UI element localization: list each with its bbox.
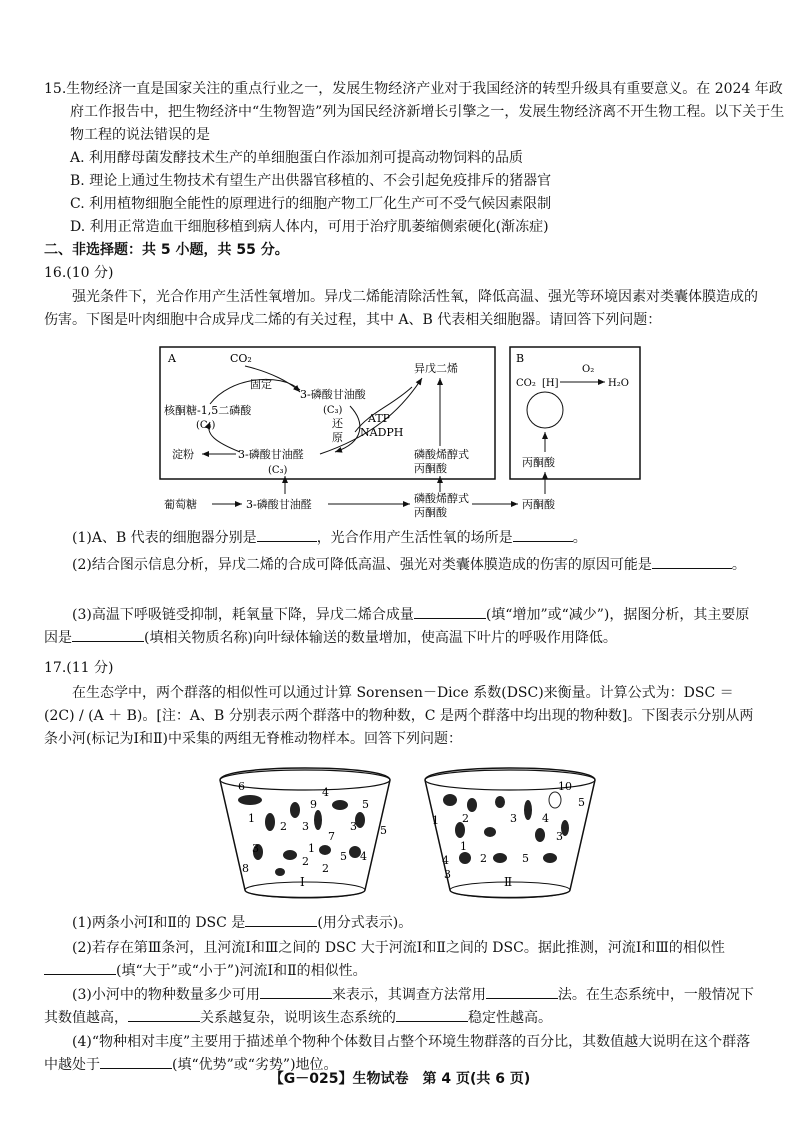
q16-sub2-text-a: (2)结合图示信息分析，异戊二烯的合成可降低高温、强光对类囊体膜造成的伤害的原因可能是 — [72, 557, 652, 573]
bucket-1-species-number: 3 — [302, 820, 309, 833]
label-a: A — [168, 352, 176, 365]
q16-sub1 — [44, 527, 760, 550]
animal-icon — [332, 800, 348, 810]
bucket-2-species-number: 1 — [460, 840, 467, 853]
animal-icon — [275, 868, 285, 876]
bucket-2-species-number: 2 — [480, 852, 487, 865]
q15-option-d: D. 利用正常造血干细胞移植到病人体内，可用于治疗肌萎缩侧索硬化(渐冻症) — [70, 219, 549, 235]
q17-buckets-figure — [210, 760, 610, 910]
g3p-c3-label: (C₃) — [268, 465, 288, 476]
q17-sub1-text-a: (1)两条小河Ⅰ和Ⅱ的 DSC 是 — [72, 915, 246, 931]
q16-sub2 — [44, 554, 760, 577]
q17-sub3-text-d: 关系越复杂，说明该生态系统的 — [200, 1010, 396, 1026]
bucket-1 — [220, 768, 390, 898]
q16-intro: 强光条件下，光合作用产生活性氧增加。异戊二烯能清除活性氧，降低高温、强光等环境因素对类囊体膜造成的伤害。下图是叶肉细胞中合成异戊二烯的有关过程，其中 A、B 代表相关细胞器。请回答下列问题： — [44, 289, 758, 328]
g3p-cytoplasm-label: 3-磷酸甘油醛 — [246, 498, 312, 511]
animal-icon — [493, 853, 507, 863]
nadph-label: NADPH — [360, 426, 404, 439]
animal-icon — [238, 795, 262, 805]
q16-sub3-blank-1[interactable] — [414, 604, 486, 619]
bucket-1-species-number: 6 — [238, 780, 245, 793]
q17-sub3-blank-3[interactable] — [128, 1007, 200, 1022]
pyruvate-cytoplasm-label: 丙酮酸 — [522, 498, 555, 511]
animal-icon — [549, 792, 561, 808]
q16-sub3 — [44, 604, 760, 650]
isoprene-label: 异戊二烯 — [414, 362, 458, 375]
co2-label: CO₂ — [230, 352, 252, 365]
bucket-1-species-number: 2 — [302, 855, 309, 868]
q17-sub3-blank-1[interactable] — [260, 984, 332, 999]
q15-option-b: B. 理论上通过生物技术有望生产出供器官移植的、不会引起免疫排斥的猪器官 — [70, 173, 552, 189]
bucket-2-species-number: 10 — [558, 780, 572, 793]
q15-option-c: C. 利用植物细胞全能性的原理进行的细胞产物工厂化生产可不受气候因素限制 — [70, 196, 552, 212]
q16-sub3-text-c: (填相关物质名称)向叶绿体输送的数量增加，使高温下叶片的呼吸作用降低。 — [144, 630, 617, 646]
bucket-numbers — [238, 780, 585, 881]
label-b: B — [516, 352, 525, 365]
animal-icon — [495, 796, 505, 808]
animal-icon — [283, 850, 297, 860]
q17-sub1-text-b: (用分式表示)。 — [317, 915, 413, 931]
starch-label: 淀粉 — [172, 448, 194, 461]
pep-label-1: 磷酸烯醇式 — [414, 448, 469, 461]
bucket-2-species-number: 2 — [462, 812, 469, 825]
animal-icon — [443, 794, 457, 806]
animal-icon — [467, 798, 477, 812]
b-h2o-label: H₂O — [608, 378, 629, 389]
bucket-1-species-number: 2 — [280, 820, 287, 833]
fixation-label: 固定 — [250, 378, 272, 391]
pep-cytoplasm-label-1: 磷酸烯醇式 — [414, 492, 469, 505]
reduction-label-1: 还 — [332, 417, 343, 430]
bucket-1-species-number: 1 — [308, 842, 315, 855]
q16-sub1-text-a: (1)A、B 代表的细胞器分别是 — [72, 530, 257, 546]
b-co2-label: CO₂ — [516, 378, 536, 389]
q17-sub4-blank[interactable] — [100, 1054, 172, 1069]
pga-c3-label: (C₃) — [323, 405, 343, 416]
q17-sub3-blank-4[interactable] — [396, 1007, 468, 1022]
q17-number: 17.(11 分) — [44, 660, 114, 676]
q17-sub2-blank[interactable] — [44, 960, 116, 975]
q16-sub2-blank[interactable] — [652, 554, 732, 569]
q17-sub4-text-b: (填“优势”或“劣势”)地位。 — [172, 1057, 338, 1073]
bucket-1-species-number: 7 — [328, 830, 335, 843]
bucket-1-rim — [220, 770, 390, 790]
pep-cytoplasm-label-2: 丙酮酸 — [414, 506, 447, 519]
pga-label: 3-磷酸甘油酸 — [300, 388, 366, 401]
q17-sub4-text-a: (4)“物种相对丰度”主要用于描述单个物种个体数目占整个环境生物群落的百分比，其数值越大说明在这个群落中越处于 — [44, 1034, 751, 1073]
bucket-2-animals — [443, 792, 569, 864]
b-h-label: [H] — [542, 378, 559, 389]
q15-option-a: A. 利用酵母菌发酵技术生产的单细胞蛋白作添加剂可提高动物饲料的品质 — [70, 150, 524, 166]
g3p-label: 3-磷酸甘油醛 — [238, 448, 304, 461]
q17-sub1-blank[interactable] — [245, 912, 317, 927]
bucket-1-species-number: 3 — [252, 842, 259, 855]
bucket-1-species-number: 4 — [322, 786, 329, 799]
animal-icon — [265, 813, 275, 831]
q16-sub3-text-b: (填“增加”或“减少”)，据图分析，其主要原因是 — [44, 607, 750, 646]
rubp-label: 核酮糖-1,5二磷酸 — [164, 404, 252, 417]
q17-sub3 — [44, 984, 760, 1030]
tca-cycle-circle — [527, 392, 563, 428]
bucket-1-label: Ⅰ — [300, 875, 305, 889]
bucket-2-species-number: 4 — [542, 812, 549, 825]
q17-sub2-text-a: (2)若存在第Ⅲ条河，且河流Ⅰ和Ⅲ之间的 DSC 大于河流Ⅰ和Ⅱ之间的 DSC。据此推测，河流Ⅰ和Ⅲ的相似性 — [72, 940, 725, 956]
atp-label: ATP — [368, 412, 391, 425]
q17-intro: 在生态学中，两个群落的相似性可以通过计算 Sorensen－Dice 系数(DSC)来衡量。计算公式为：DSC ＝ (2C) / (A ＋ B)。[注：A、B 分别表示两个群落中的物种数，C 是两个群落中均出现的物种数]。下图表示分别从两条小河(标记为Ⅰ和Ⅱ)中采集的两组无脊椎动物样本。回答下列问题： — [44, 685, 754, 747]
bucket-1-species-number: 8 — [242, 862, 249, 875]
q17-sub3-text-b: 来表示，其调查方法常用 — [331, 987, 486, 1003]
bucket-1-base — [245, 882, 365, 898]
bucket-2-species-number: 3 — [510, 812, 517, 825]
bucket-2-species-number: 4 — [442, 854, 449, 867]
bucket-1-species-number: 2 — [322, 862, 329, 875]
bucket-2-species-number: 3 — [556, 830, 563, 843]
animal-icon — [459, 852, 471, 864]
q17-sub3-text-a: (3)小河中的物种数量多少可用 — [72, 987, 260, 1003]
animal-icon — [524, 800, 532, 820]
q16-sub1-blank-2[interactable] — [513, 527, 573, 542]
pep-label-2: 丙酮酸 — [414, 462, 447, 475]
bucket-2-label: Ⅱ — [504, 875, 513, 889]
q15-stem: 15.生物经济一直是国家关注的重点行业之一，发展生物经济产业对于我国经济的转型升级具有重要意义。在 2024 年政府工作报告中，把生物经济中“生物智造”列为国民经济新增长引擎之一，发展生物经济离不开生物工程。以下关于生物工程的说法错误的是 — [44, 81, 785, 143]
animal-icon — [290, 802, 300, 818]
animal-icon — [535, 828, 545, 842]
bucket-2-species-number: 5 — [578, 796, 585, 809]
q16-number: 16.(10 分) — [44, 265, 114, 281]
q16-sub1-text-c: 。 — [572, 530, 587, 546]
q17-sub2-text-b: (填“大于”或“小于”)河流Ⅰ和Ⅱ的相似性。 — [116, 963, 367, 979]
animal-icon — [314, 810, 322, 830]
b-o2-label: O₂ — [582, 364, 595, 375]
animal-icon — [319, 845, 331, 855]
bucket-1-species-number: 5 — [362, 798, 369, 811]
rubp-c5-label: (C₅) — [196, 420, 216, 431]
q17-sub2 — [44, 937, 760, 983]
b-pyruvate-label: 丙酮酸 — [522, 456, 555, 469]
bucket-1-species-number: 1 — [248, 812, 255, 825]
glucose-label: 葡萄糖 — [164, 498, 197, 511]
bucket-1-species-number: 5 — [380, 824, 387, 837]
bucket-2-species-number: 1 — [432, 814, 439, 827]
reduction-label-2: 原 — [332, 431, 343, 444]
q16-sub1-blank-1[interactable] — [257, 527, 317, 542]
q17-sub3-text-c: 法。在生态系统中，一般情况下其数值越高， — [44, 987, 754, 1026]
page-footer: 【G－025】生物试卷 第 4 页(共 6 页) — [269, 1071, 531, 1087]
q16-sub3-blank-2[interactable] — [72, 627, 144, 642]
q17-sub1 — [44, 912, 760, 935]
q16-sub2-text-b: 。 — [731, 557, 746, 573]
bucket-2-species-number: 5 — [522, 852, 529, 865]
animal-icon — [484, 827, 496, 837]
q16-sub1-text-b: ，光合作用产生活性氧的场所是 — [316, 530, 513, 546]
bucket-1-species-number: 5 — [340, 850, 347, 863]
bucket-1-species-number: 3 — [350, 820, 357, 833]
q16-sub3-text-a: (3)高温下呼吸链受抑制，耗氧量下降，异戊二烯合成量 — [72, 607, 414, 623]
q17-sub3-text-e: 稳定性越高。 — [468, 1010, 552, 1026]
bucket-2-species-number: 3 — [444, 868, 451, 881]
q16-diagram — [150, 342, 650, 532]
bucket-1-species-number: 9 — [310, 798, 317, 811]
animal-icon — [543, 853, 557, 863]
section-2-heading: 二、非选择题：共 5 小题，共 55 分。 — [44, 242, 289, 258]
bucket-1-species-number: 4 — [360, 850, 367, 863]
q17-sub3-blank-2[interactable] — [486, 984, 558, 999]
